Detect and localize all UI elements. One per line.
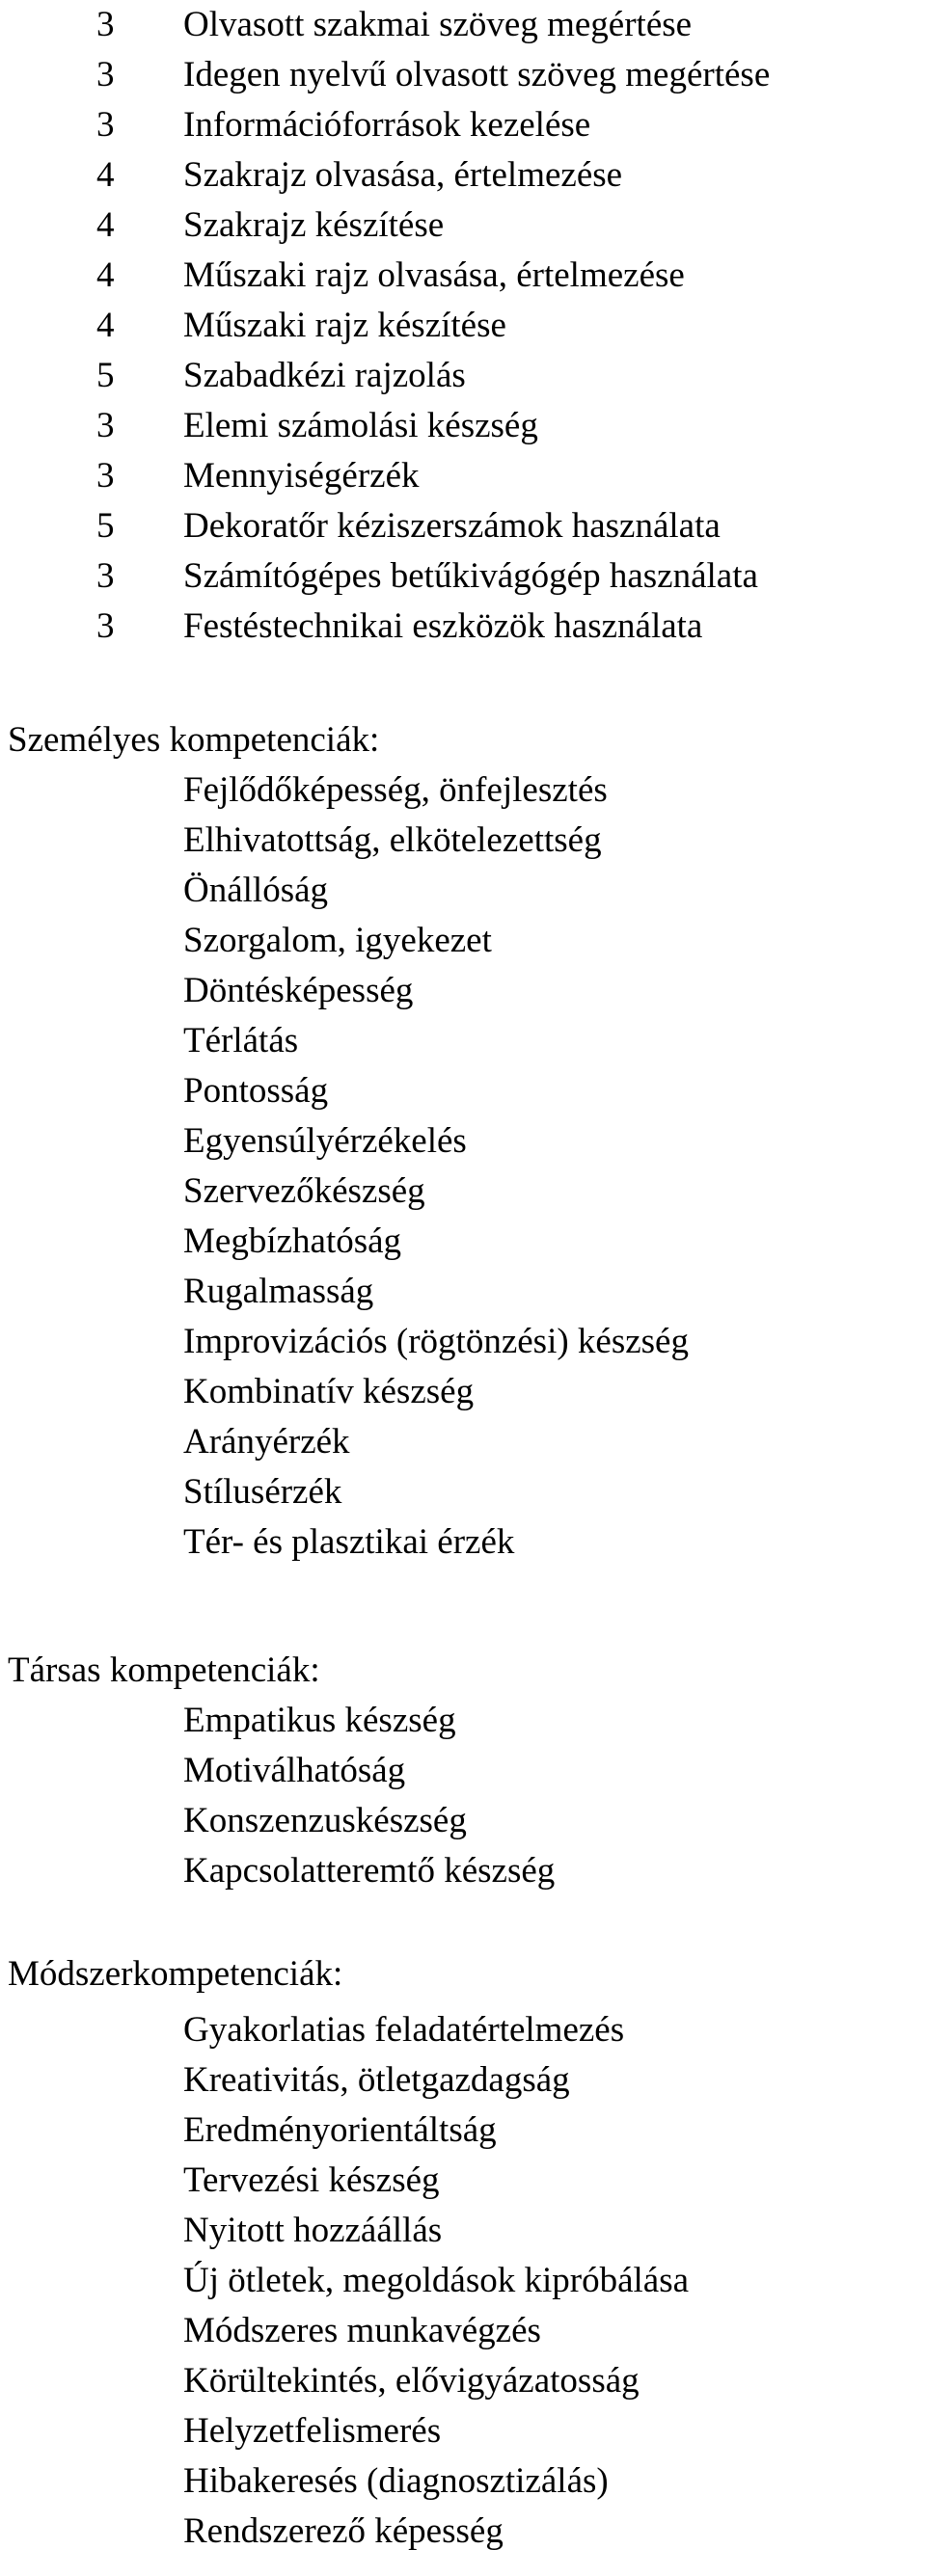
list-item-label: Empatikus készség <box>183 1701 456 1740</box>
list-item-label: Pontosság <box>183 1071 329 1111</box>
list-item-label: Módszeres munkavégzés <box>183 2311 541 2350</box>
skill-label: Mennyiségérzék <box>183 456 420 496</box>
list-item-label: Helyzetfelismerés <box>183 2411 442 2451</box>
list-item-label: Nyitott hozzáállás <box>183 2211 443 2250</box>
skill-label: Információforrások kezelése <box>183 105 591 145</box>
skill-level: 3 <box>96 456 115 496</box>
skill-label: Dekoratőr kéziszerszámok használata <box>183 506 721 546</box>
skill-label: Elemi számolási készség <box>183 406 538 445</box>
list-item-label: Kapcsolatteremtő készség <box>183 1851 556 1891</box>
skill-level: 5 <box>96 356 115 395</box>
list-item-label: Szervezőkészség <box>183 1171 425 1211</box>
list-item-label: Arányérzék <box>183 1422 350 1462</box>
skill-label: Szabadkézi rajzolás <box>183 356 466 395</box>
skill-level: 3 <box>96 406 115 445</box>
skill-label: Szakrajz készítése <box>183 205 445 245</box>
list-item-label: Motiválhatóság <box>183 1751 406 1790</box>
skill-level: 3 <box>96 606 115 646</box>
list-item-label: Kreativitás, ötletgazdagság <box>183 2060 570 2100</box>
list-item-label: Rugalmasság <box>183 1272 374 1311</box>
list-item-label: Megbízhatóság <box>183 1221 402 1261</box>
list-item-label: Improvizációs (rögtönzési) készség <box>183 1322 689 1361</box>
section-heading: Társas kompetenciák: <box>8 1650 320 1690</box>
list-item-label: Rendszerező képesség <box>183 2511 504 2551</box>
list-item-label: Fejlődőképesség, önfejlesztés <box>183 770 608 810</box>
list-item-label: Körültekintés, elővigyázatosság <box>183 2361 640 2401</box>
list-item-label: Tervezési készség <box>183 2160 440 2200</box>
section-heading: Módszerkompetenciák: <box>8 1954 343 1994</box>
list-item-label: Térlátás <box>183 1021 299 1060</box>
list-item-label: Önállóság <box>183 871 329 910</box>
list-item-label: Eredményorientáltság <box>183 2110 497 2150</box>
list-item-label: Hibakeresés (diagnosztizálás) <box>183 2461 609 2501</box>
skill-level: 4 <box>96 205 115 245</box>
list-item-label: Elhivatottság, elkötelezettség <box>183 820 602 860</box>
skill-label: Olvasott szakmai szöveg megértése <box>183 5 693 44</box>
list-item-label: Szorgalom, igyekezet <box>183 921 492 960</box>
skill-label: Idegen nyelvű olvasott szöveg megértése <box>183 55 771 94</box>
list-item-label: Tér- és plasztikai érzék <box>183 1522 515 1562</box>
skill-label: Festéstechnikai eszközök használata <box>183 606 703 646</box>
skill-label: Szakrajz olvasása, értelmezése <box>183 155 623 195</box>
list-item-label: Döntésképesség <box>183 971 414 1010</box>
skill-level: 4 <box>96 255 115 295</box>
skill-level: 3 <box>96 5 115 44</box>
skill-label: Műszaki rajz készítése <box>183 306 506 345</box>
skill-level: 4 <box>96 306 115 345</box>
skill-label: Műszaki rajz olvasása, értelmezése <box>183 255 685 295</box>
list-item-label: Gyakorlatias feladatértelmezés <box>183 2010 625 2050</box>
skill-level: 3 <box>96 105 115 145</box>
skill-level: 3 <box>96 556 115 596</box>
skill-label: Számítógépes betűkivágógép használata <box>183 556 758 596</box>
skill-level: 3 <box>96 55 115 94</box>
list-item-label: Egyensúlyérzékelés <box>183 1121 467 1161</box>
list-item-label: Kombinatív készség <box>183 1372 475 1411</box>
skill-level: 5 <box>96 506 115 546</box>
section-heading: Személyes kompetenciák: <box>8 720 380 760</box>
list-item-label: Konszenzuskészség <box>183 1801 467 1840</box>
list-item-label: Stílusérzék <box>183 1472 342 1512</box>
list-item-label: Új ötletek, megoldások kipróbálása <box>183 2261 690 2300</box>
skill-level: 4 <box>96 155 115 195</box>
